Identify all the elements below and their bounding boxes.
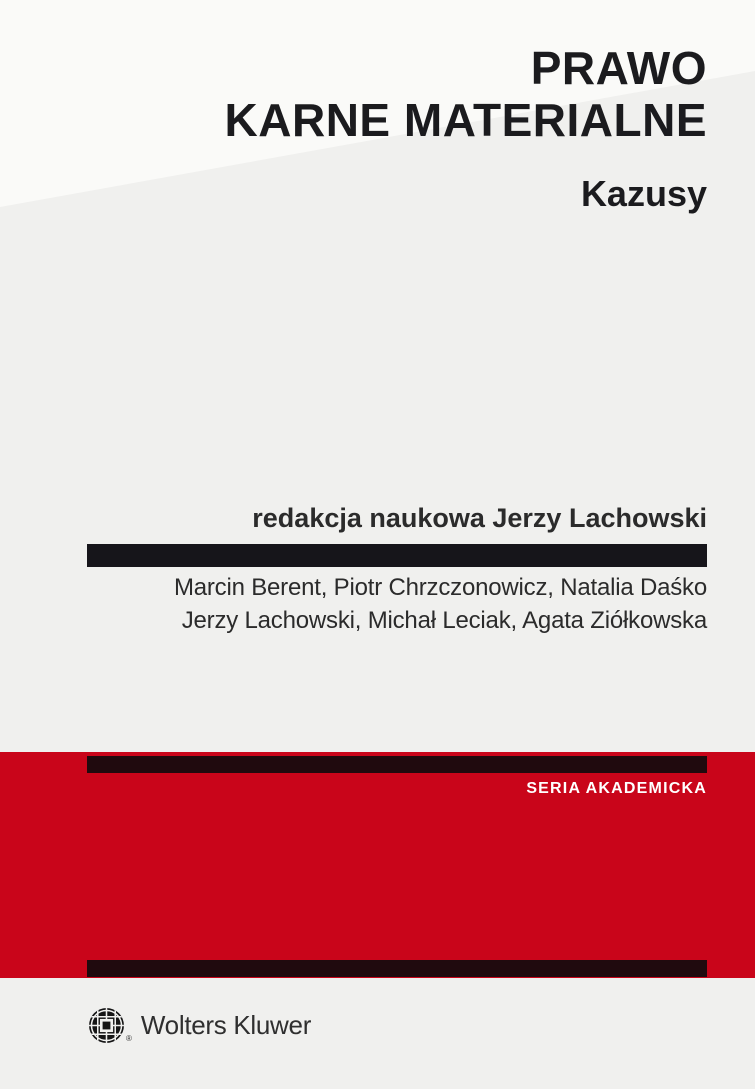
publisher-name: Wolters Kluwer [140, 1010, 312, 1040]
book-subtitle: Kazusy [580, 173, 707, 214]
registered-trademark-icon: ® [126, 1034, 132, 1043]
series-band [0, 752, 755, 978]
title-line-1: PRAWO [530, 42, 707, 94]
book-title [225, 42, 707, 146]
band-bottom-bar [87, 960, 707, 977]
title-line-2: KARNE MATERIALNE [224, 94, 707, 146]
wolters-kluwer-globe-icon [88, 1007, 125, 1044]
publisher-footer [0, 978, 755, 1089]
authors-block [174, 571, 707, 637]
title-block [225, 42, 707, 214]
publisher-logo [88, 1007, 311, 1044]
editor-line: redakcja naukowa Jerzy Lachowski [252, 503, 707, 533]
authors-line-2: Jerzy Lachowski, Michał Leciak, Agata Ziółkowska [181, 607, 707, 634]
band-top-bar [87, 756, 707, 773]
series-label: SERIA AKADEMICKA [526, 780, 707, 797]
authors-line-1: Marcin Berent, Piotr Chrzczonowicz, Natalia Daśko [173, 574, 707, 601]
divider-bar [87, 544, 707, 567]
